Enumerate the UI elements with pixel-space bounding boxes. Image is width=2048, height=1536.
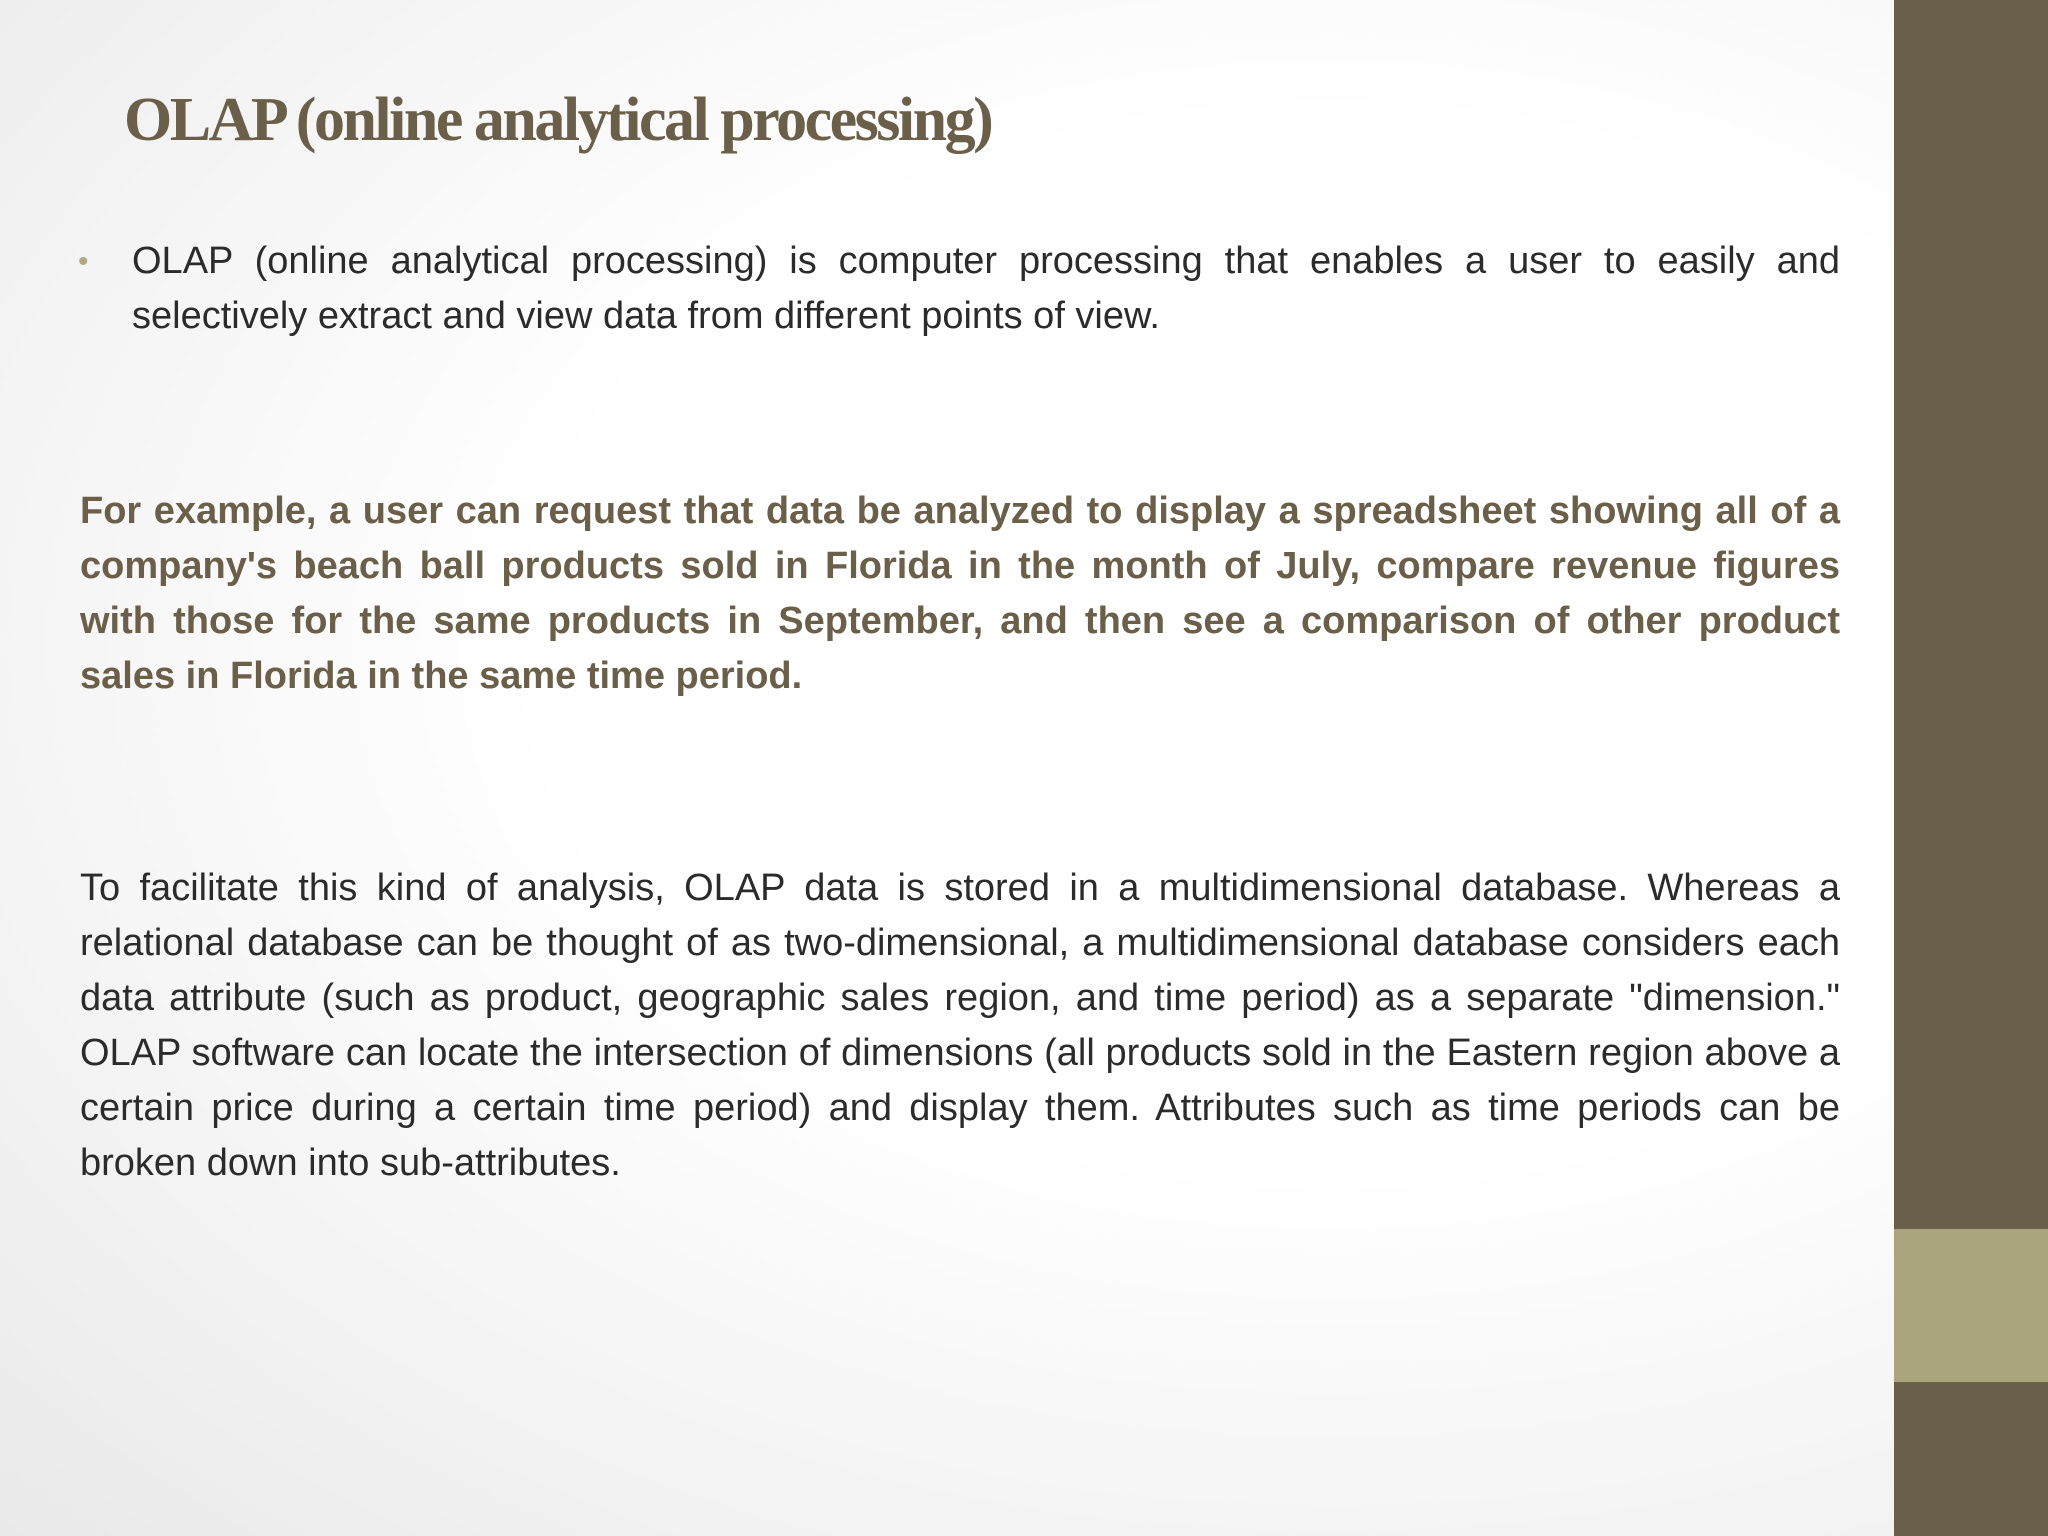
example-paragraph: For example, a user can request that data be analyzed to display a spreadsheet showing all of a company's beach ball products sold in Florida in the month of July, compare revenue figures with those for the same products in September, and then see a comparison of other product sales in Florida in the same time period. — [80, 490, 1840, 697]
decorative-side-bar-accent — [1894, 1229, 2048, 1382]
description-paragraph: To facilitate this kind of analysis, OLAP data is stored in a multidimensional database. Whereas a relational database can be thought of as two-dimensional, a multidimensional database considers each data attribute (such as product, geographic sales region, and time period) as a separate "dimension." OLAP software can locate the intersection of dimensions (all products sold in the Eastern region above a certain price during a certain time period) and display them. Attributes such as time periods can be broken down into sub-attributes. — [80, 867, 1840, 1184]
slide-title: OLAP (online analytical processing) — [124, 86, 992, 154]
bullet-point — [78, 234, 1840, 344]
bullet-marker: • — [78, 245, 89, 278]
bullet-text: OLAP (online analytical processing) is computer processing that enables a user to easily and selectively extract and view data from different points of view. — [132, 240, 1840, 337]
